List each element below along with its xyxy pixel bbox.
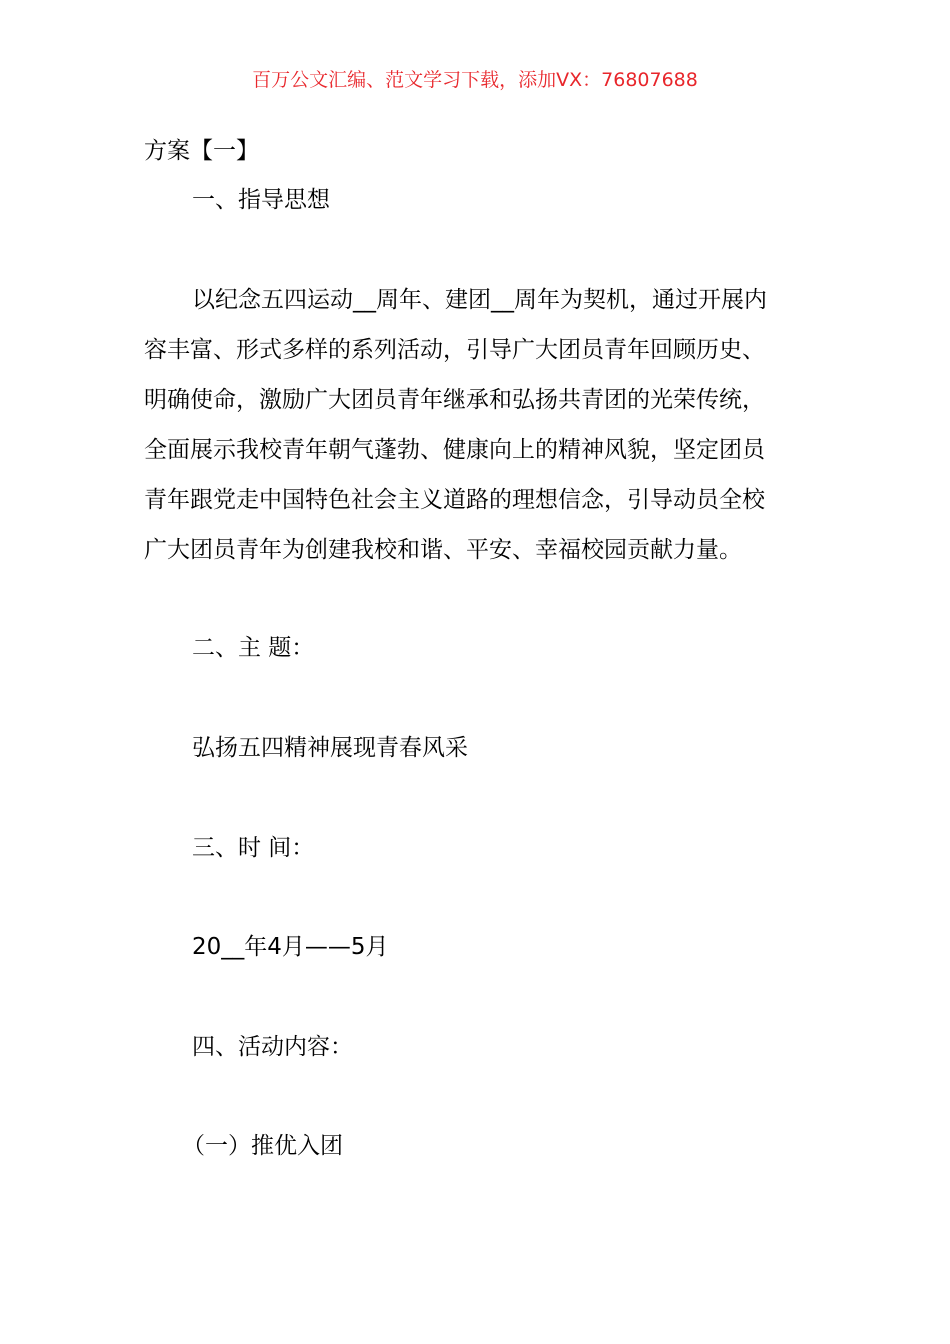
paragraph-line: 以纪念五四运动__周年、建团__周年为契机，通过开展内 — [192, 287, 767, 313]
section-2-body: 弘扬五四精神展现青春风采 — [192, 735, 468, 761]
header-banner: 百万公文汇编、范文学习下载，添加VX：76807688 — [252, 69, 698, 91]
paragraph-line: 容丰富、形式多样的系列活动，引导广大团员青年回顾历史、 — [144, 337, 765, 363]
section-4-heading: 四、活动内容： — [192, 1034, 353, 1060]
paragraph-line: 青年跟党走中国特色社会主义道路的理想信念，引导动员全校 — [144, 487, 765, 513]
section-4-subheading-1: （一）推优入团 — [182, 1133, 343, 1159]
section-3-body: 20__年4月——5月 — [192, 934, 389, 960]
document-title: 方案【一】 — [144, 138, 259, 164]
paragraph-line: 全面展示我校青年朝气蓬勃、健康向上的精神风貌，坚定团员 — [144, 437, 765, 463]
section-2-heading: 二、主 题： — [192, 635, 315, 661]
section-1-heading: 一、指导思想 — [192, 187, 330, 213]
section-3-heading: 三、时 间： — [192, 835, 315, 861]
paragraph-line: 明确使命，激励广大团员青年继承和弘扬共青团的光荣传统， — [144, 387, 765, 413]
section-1-paragraph — [144, 275, 809, 575]
paragraph-line: 广大团员青年为创建我校和谐、平安、幸福校园贡献力量。 — [144, 537, 742, 563]
